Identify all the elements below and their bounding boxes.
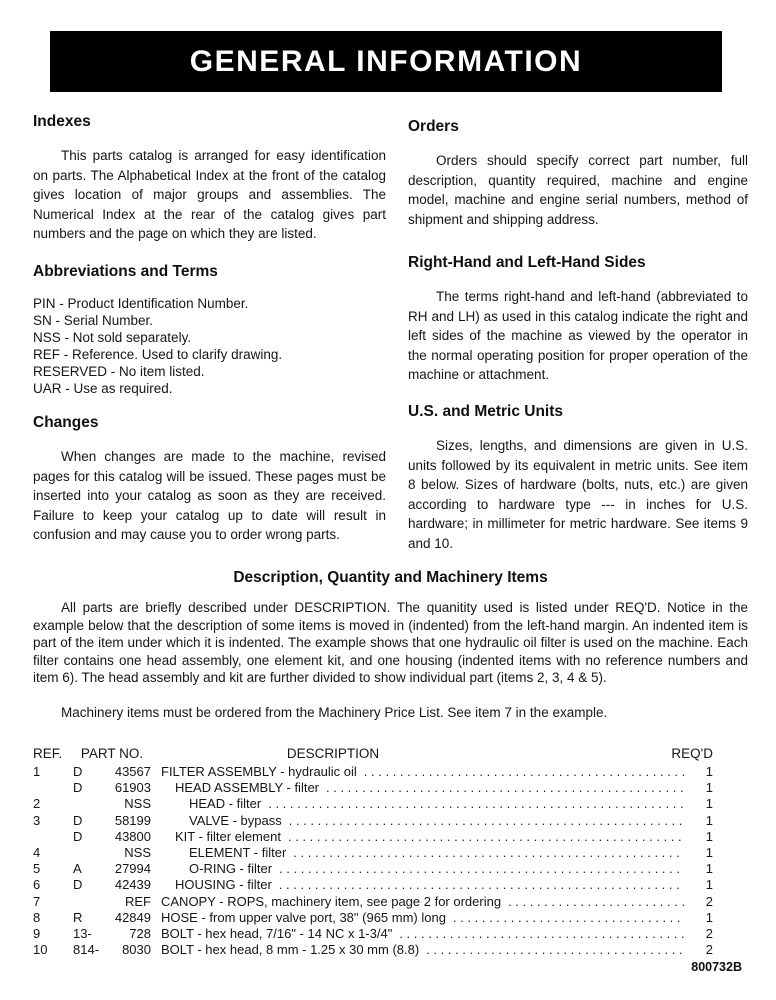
part-prefix-cell: 814-	[73, 942, 100, 958]
part-number-cell: 27994	[114, 861, 151, 877]
part-number-cell: 42849	[114, 909, 151, 925]
parts-table-row	[33, 796, 713, 812]
description-cell	[151, 877, 687, 893]
part-prefix-cell: A	[73, 861, 82, 877]
ref-cell: 10	[33, 942, 48, 958]
section-indexes	[33, 112, 386, 244]
abbreviation-item: REF - Reference. Used to clarify drawing.	[33, 347, 283, 362]
reqd-cell: 1	[705, 877, 713, 893]
units-paragraph: Sizes, lengths, and dimensions are given in U.S. units followed by its equivalent in metric units. See item 8 below. Sizes of hardware (bolts, nuts, etc.) are given according to hardware type --- in inches for U.S. hardware; in millimeter for metric hardware. See items 9 and 10.	[408, 438, 748, 551]
description-text: FILTER ASSEMBLY - hydraulic oil	[161, 764, 357, 779]
dot-leader	[288, 829, 684, 845]
units-heading: U.S. and Metric Units	[408, 403, 564, 420]
reqd-cell: 1	[705, 861, 713, 877]
abbreviations-heading: Abbreviations and Terms	[33, 263, 218, 280]
dot-leader	[453, 910, 684, 926]
parts-table-row	[33, 910, 713, 926]
description-heading: Description, Quantity and Machinery Items	[233, 569, 548, 586]
description-cell	[151, 764, 687, 780]
orders-heading: Orders	[408, 118, 459, 135]
orders-paragraph: Orders should specify correct part number, full description, quantity required, machine and engine model, machine and engine serial numbers, method of shipment and shipping address.	[408, 153, 748, 227]
part-prefix-cell: R	[73, 909, 83, 925]
part-prefix-cell: 13-	[73, 925, 92, 941]
dot-leader	[293, 845, 684, 861]
page-title: GENERAL INFORMATION	[189, 44, 583, 78]
description-text: CANOPY - ROPS, machinery item, see page 2 for ordering	[161, 893, 502, 909]
part-prefix-cell: D	[73, 812, 83, 828]
ref-cell: 5	[33, 861, 41, 877]
ref-cell: 4	[33, 844, 41, 860]
dot-leader	[426, 942, 684, 958]
section-us-metric-units	[408, 402, 748, 553]
parts-table-row	[33, 894, 713, 910]
abbreviation-item: PIN - Product Identification Number.	[33, 296, 249, 311]
reqd-cell: 1	[705, 812, 713, 828]
ref-cell: 6	[33, 877, 41, 893]
description-paragraph: All parts are briefly described under DESCRIPTION. The quanitity used is listed under REQ'D. Notice in the example below that the description of some items is moved in (indented) from the left-hand margin. An indented item is part of the item under which it is indented. The example shows that one hydraulic oil filter is used on the machine. Each filter contains one head assembly, one element kit, and one housing (indented items with no reference numbers and item 6). The head assembly and kit are further divided to show individual part (items 2, 3, 4 & 5).	[33, 600, 748, 685]
ref-cell: 1	[33, 764, 41, 779]
ref-cell: 7	[33, 893, 41, 909]
section-changes	[33, 413, 386, 545]
description-text: VALVE - bypass	[189, 812, 282, 828]
part-number-cell: 728	[129, 925, 151, 941]
dot-leader	[279, 877, 684, 893]
reqd-cell: 2	[705, 942, 713, 958]
sides-heading: Right-Hand and Left-Hand Sides	[408, 254, 646, 271]
ref-cell: 2	[33, 796, 41, 812]
section-description-quantity-machinery	[33, 560, 748, 721]
ref-cell: 8	[33, 909, 41, 925]
machinery-note: Machinery items must be ordered from the Machinery Price List. See item 7 in the example.	[61, 704, 608, 720]
part-number-cell: 58199	[114, 812, 151, 828]
description-cell	[151, 845, 687, 861]
doc-number: 800732B	[691, 960, 742, 974]
parts-table-row	[33, 861, 713, 877]
dot-leader	[268, 796, 684, 812]
sides-paragraph: The terms right-hand and left-hand (abbreviated to RH and LH) as used in this catalog indicate the right and left sides of the machine as viewed by the operator in the normal operating position for proper operation of the machine or attachment.	[408, 289, 748, 382]
ref-column-header: REF.	[33, 746, 63, 761]
reqd-cell: 2	[705, 893, 713, 909]
part-prefix-cell: D	[73, 764, 83, 779]
ref-cell: 3	[33, 812, 41, 828]
part-number-cell: 61903	[114, 780, 151, 796]
section-abbreviations	[33, 262, 386, 397]
dot-leader	[326, 780, 684, 796]
reqd-cell: 1	[705, 828, 713, 844]
section-orders	[408, 117, 748, 229]
description-cell	[151, 829, 687, 845]
reqd-cell: 1	[705, 844, 713, 860]
parts-table	[33, 746, 713, 958]
parts-table-row	[33, 780, 713, 796]
description-text: HOUSING - filter	[175, 877, 272, 893]
parts-table-row	[33, 813, 713, 829]
dot-leader	[508, 894, 684, 910]
abbreviation-item: NSS - Not sold separately.	[33, 330, 192, 345]
part-number-cell: NSS	[124, 796, 151, 812]
reqd-cell: 1	[705, 780, 713, 796]
part-number-cell: REF	[125, 893, 151, 909]
section-right-left-hand-sides	[408, 253, 748, 385]
description-text: BOLT - hex head, 7/16" - 14 NC x 1-3/4"	[161, 925, 393, 941]
page-header-bar	[50, 31, 722, 92]
abbreviation-item: SN - Serial Number.	[33, 313, 154, 328]
abbreviation-list	[33, 295, 386, 397]
part-no-column-header: PART NO.	[80, 746, 144, 761]
description-cell	[151, 796, 687, 812]
description-cell	[151, 926, 687, 942]
reqd-column-header: REQ'D	[671, 746, 713, 761]
part-prefix-cell: D	[73, 877, 83, 893]
dot-leader	[364, 764, 684, 780]
indexes-paragraph: This parts catalog is arranged for easy identification on parts. The Alphabetical Index at the front of the catalog gives location of major groups and assemblies. The Numerical Index at the rear of the catalog gives part numbers and the page on which they are listed.	[33, 148, 386, 241]
reqd-cell: 1	[705, 764, 713, 779]
parts-table-row	[33, 845, 713, 861]
parts-table-row	[33, 877, 713, 893]
description-column-header: DESCRIPTION	[286, 746, 380, 761]
changes-heading: Changes	[33, 414, 99, 431]
description-cell	[151, 861, 687, 877]
changes-paragraph: When changes are made to the machine, revised pages for this catalog will be issued. These pages must be inserted into your catalog as soon as they are received. Failure to keep your catalog up to date will result in confusion and may cause you to order wrong parts.	[33, 449, 386, 542]
part-number-cell: 43567	[114, 764, 151, 779]
part-prefix-cell: D	[73, 828, 83, 844]
parts-table-row	[33, 942, 713, 958]
description-cell	[151, 813, 687, 829]
ref-cell: 9	[33, 925, 41, 941]
description-text: KIT - filter element	[175, 828, 281, 844]
parts-table-body	[33, 764, 713, 958]
dot-leader	[399, 926, 684, 942]
description-text: BOLT - hex head, 8 mm - 1.25 x 30 mm (8.8)	[161, 942, 420, 958]
description-text: O-RING - filter	[189, 861, 273, 877]
description-cell	[151, 894, 687, 910]
indexes-heading: Indexes	[33, 113, 91, 130]
parts-table-header-row	[33, 746, 713, 763]
reqd-cell: 2	[705, 925, 713, 941]
part-number-cell: 8030	[122, 942, 151, 958]
parts-table-row	[33, 764, 713, 780]
description-cell	[151, 942, 687, 958]
reqd-cell: 1	[705, 796, 713, 812]
part-number-cell: NSS	[124, 844, 151, 860]
description-cell	[151, 780, 687, 796]
part-number-cell: 43800	[114, 828, 151, 844]
description-text: HOSE - from upper valve port, 38" (965 mm) long	[161, 909, 446, 925]
part-number-cell: 42439	[114, 877, 151, 893]
dot-leader	[279, 861, 684, 877]
description-text: HEAD - filter	[189, 796, 262, 812]
reqd-cell: 1	[705, 909, 713, 925]
abbreviation-item: RESERVED - No item listed.	[33, 364, 205, 379]
part-prefix-cell: D	[73, 780, 83, 796]
description-text: ELEMENT - filter	[189, 844, 287, 860]
description-cell	[151, 910, 687, 926]
dot-leader	[289, 813, 684, 829]
parts-table-row	[33, 829, 713, 845]
description-text: HEAD ASSEMBLY - filter	[175, 780, 320, 796]
parts-table-row	[33, 926, 713, 942]
abbreviation-item: UAR - Use as required.	[33, 381, 173, 396]
